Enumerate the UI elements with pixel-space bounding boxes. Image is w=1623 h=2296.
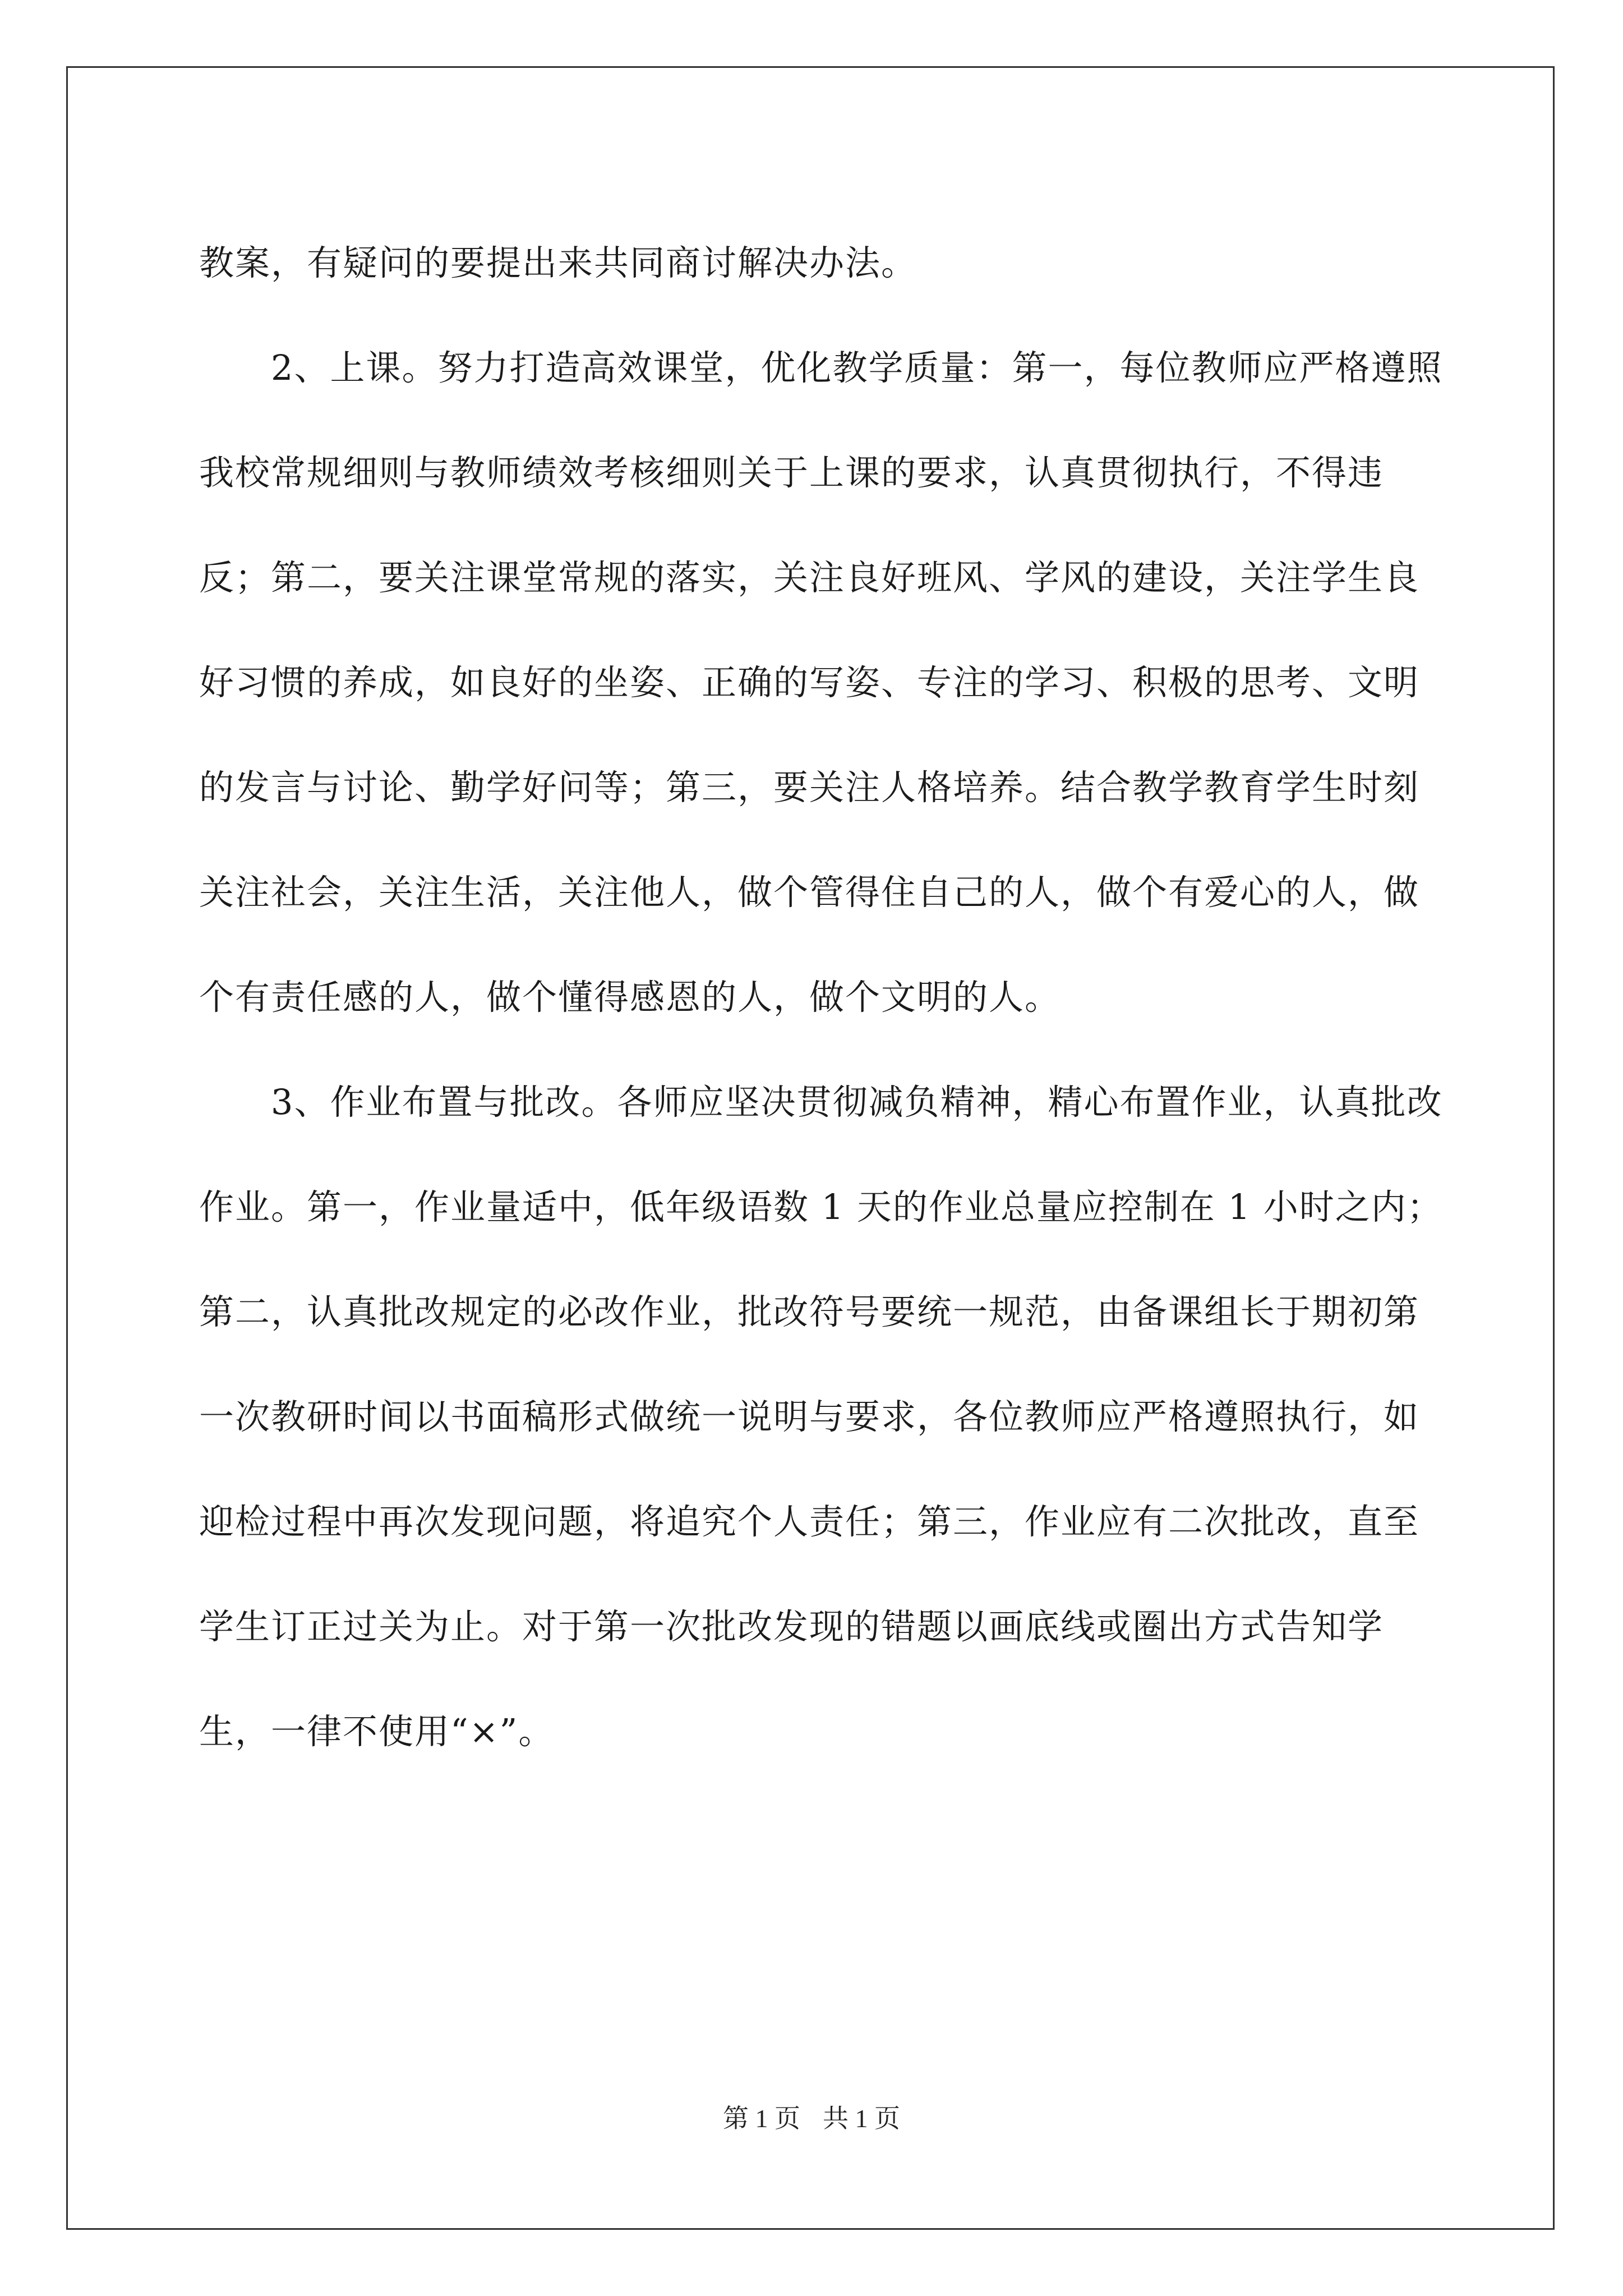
paragraph-homework: 3、作业布置与批改。各师应坚决贯彻减负精神，精心布置作业，认真批改作业。第一，作业量适中，低年级语数 1 天的作业总量应控制在 1 小时之内；第二，认真批改规定的必改作业，批改符号要统一规范，由备课组长于期初第一次教研时间以书面稿形式做统一说明与要求，各位教师应严格遵照执行，如迎检过程中再次发现问题，将追究个人责任；第三，作业应有二次批改，直至学生订正过关为止。对于第一次批改发现的错题以画底线或圈出方式告知学生，一律不使用“×”。: [199, 1082, 1443, 1752]
paragraph-classes: 2、上课。努力打造高效课堂，优化教学质量：第一，每位教师应严格遵照我校常规细则与教师绩效考核细则关于上课的要求，认真贯彻执行，不得违反；第二，要关注课堂常规的落实，关注良好班风、学风的建设，关注学生良好习惯的养成，如良好的坐姿、正确的写姿、专注的学习、积极的思考、文明的发言与讨论、勤学好问等；第三，要关注人格培养。结合教学教育学生时刻关注社会，关注生活，关注他人，做个管得住自己的人，做个有爱心的人，做个有责任感的人，做个懂得感恩的人，做个文明的人。: [199, 347, 1443, 1018]
page-number: 第 1 页: [723, 2104, 800, 2133]
page-footer: [0, 2098, 1623, 2135]
document-body: [199, 210, 1444, 1784]
page-total: 共 1 页: [823, 2104, 900, 2133]
paragraph-lesson-plan-end: 教案，有疑问的要提出来共同商讨解决办法。: [199, 242, 917, 283]
